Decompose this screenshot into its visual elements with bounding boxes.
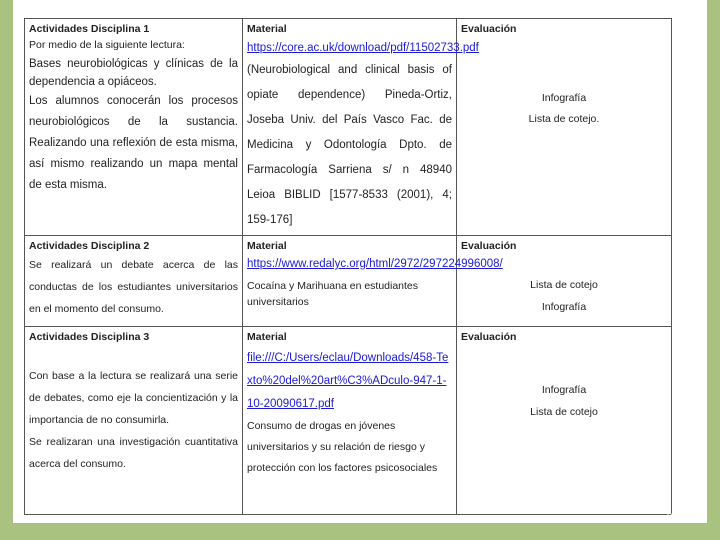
material-link[interactable]: https://core.ac.uk/download/pdf/11502733.pdf	[247, 42, 479, 54]
evaluation-item: Infografía	[541, 301, 587, 313]
evaluation-cell	[457, 236, 672, 327]
activity-cell	[25, 327, 243, 515]
material-header: Material	[247, 240, 287, 252]
evaluation-item: Lista de cotejo	[530, 279, 598, 291]
evaluation-header: Evaluación	[461, 331, 517, 343]
material-cell	[243, 327, 457, 515]
material-link[interactable]: file:///C:/Users/eclau/Downloads/458-Texto%20del%20art%C3%ADculo-947-1-10-20090617.pdf	[247, 352, 449, 410]
evaluation-item: Lista de cotejo.	[528, 113, 600, 125]
activity-text: Con base a la lectura se realizará una serie de debates, como eje la concientización y la importancia de no consumirla.	[29, 370, 238, 426]
material-cell	[243, 19, 479, 236]
evaluation-item: Infografía	[541, 92, 587, 104]
activity-header: Actividades Disciplina 2	[29, 240, 150, 252]
activity-text: Por medio de la siguiente lectura:	[29, 39, 185, 51]
activity-text: Se realizaran una investigación cuantitativa acerca del consumo.	[29, 436, 238, 470]
activity-header: Actividades Disciplina 1	[29, 23, 150, 35]
activity-text: Se realizará un debate acerca de las conductas de los estudiantes universitarios en el momento del consumo.	[29, 259, 238, 315]
activity-header: Actividades Disciplina 3	[29, 331, 150, 343]
material-text: Cocaína y Marihuana en estudiantes universitarios	[247, 280, 419, 308]
evaluation-cell	[457, 19, 672, 236]
page-number: 80	[666, 512, 678, 523]
material-header: Material	[247, 331, 287, 343]
table-row	[25, 236, 672, 327]
table-row	[25, 327, 672, 515]
evaluation-cell	[457, 327, 672, 515]
material-text: Consumo de drogas en jóvenes universitarios y su relación de riesgo y protección con los factores psicosociales	[247, 420, 438, 474]
evaluation-header: Evaluación	[461, 23, 517, 35]
evaluation-item: Infografía	[541, 384, 587, 396]
activity-cell	[25, 19, 243, 236]
activity-text: Bases neurobiológicas y clínicas de la dependencia a opiáceos.	[29, 58, 238, 88]
material-text: (Neurobiological and clinical basis of opiate dependence) Pineda-Ortiz, Joseba Univ. del País Vasco Fac. de Medicina y Odontología Dpto. de Farmacología Sarriena s/ n 48940 Leioa BIBLID [1577-8533 (2001), 4; 159-176]	[247, 64, 452, 226]
evaluation-item: Lista de cotejo	[530, 406, 598, 418]
evaluation-header: Evaluación	[461, 240, 517, 252]
table-row	[25, 19, 672, 236]
activity-text: Los alumnos conocerán los procesos neurobiológicos de la sustancia. Realizando una reflexión de esta misma, así mismo realizando un mapa mental de esta misma.	[29, 95, 238, 191]
activities-table	[24, 18, 672, 515]
material-header: Material	[247, 23, 287, 35]
material-link[interactable]: https://www.redalyc.org/html/2972/297224996008/	[247, 258, 503, 270]
activity-cell	[25, 236, 243, 327]
